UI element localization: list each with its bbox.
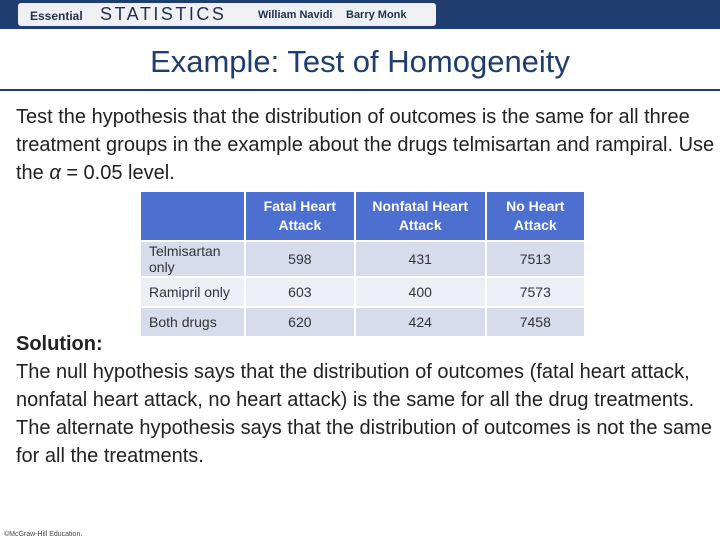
solution-label: Solution:: [16, 333, 103, 355]
problem-statement: [16, 103, 716, 187]
table-corner-cell: [141, 192, 245, 241]
title-divider: [0, 89, 720, 91]
problem-text-end: = 0.05 level.: [60, 162, 175, 184]
table-cell: 431: [355, 241, 486, 277]
column-header-nonfatal: Nonfatal Heart Attack: [355, 192, 486, 241]
row-label: Ramipril only: [141, 277, 245, 307]
table-cell: 424: [355, 307, 486, 336]
alpha-symbol: α: [49, 162, 61, 184]
table-cell: 7513: [486, 241, 584, 277]
table-row: [141, 241, 584, 277]
solution-text: The null hypothesis says that the distribution of outcomes (fatal heart attack, nonfatal heart attack, no heart attack) is the same for all the drug treatments. The alternate hypothesis says that the distribution of outcomes is not the same for all the treatments.: [16, 361, 712, 467]
table-cell: 620: [245, 307, 355, 336]
header-banner: [0, 0, 720, 29]
column-header-no-attack: No Heart Attack: [486, 192, 584, 241]
table-cell: 603: [245, 277, 355, 307]
contingency-table: [141, 192, 584, 336]
table-cell: 400: [355, 277, 486, 307]
table-cell: 598: [245, 241, 355, 277]
author-name: William Navidi: [258, 9, 333, 21]
table-row: [141, 277, 584, 307]
table-row: [141, 307, 584, 336]
problem-text-start: Test the hypothesis that the distribution of outcomes is the same for all three treatment groups in the example about the drugs telmisartan and rampiral. Use the: [16, 106, 715, 184]
brand-bar: [18, 3, 436, 26]
copyright-footer: ©McGraw-Hill Education.: [4, 531, 83, 538]
column-header-fatal: Fatal Heart Attack: [245, 192, 355, 241]
brand-name: STATISTICS: [100, 4, 227, 24]
brand-prefix: Essential: [30, 9, 83, 23]
table-cell: 7573: [486, 277, 584, 307]
row-label: Both drugs: [141, 307, 245, 336]
row-label: Telmisartan only: [141, 241, 245, 277]
table-header-row: [141, 192, 584, 241]
slide-title: Example: Test of Homogeneity: [150, 44, 570, 79]
author-name: Barry Monk: [346, 9, 407, 21]
table-cell: 7458: [486, 307, 584, 336]
